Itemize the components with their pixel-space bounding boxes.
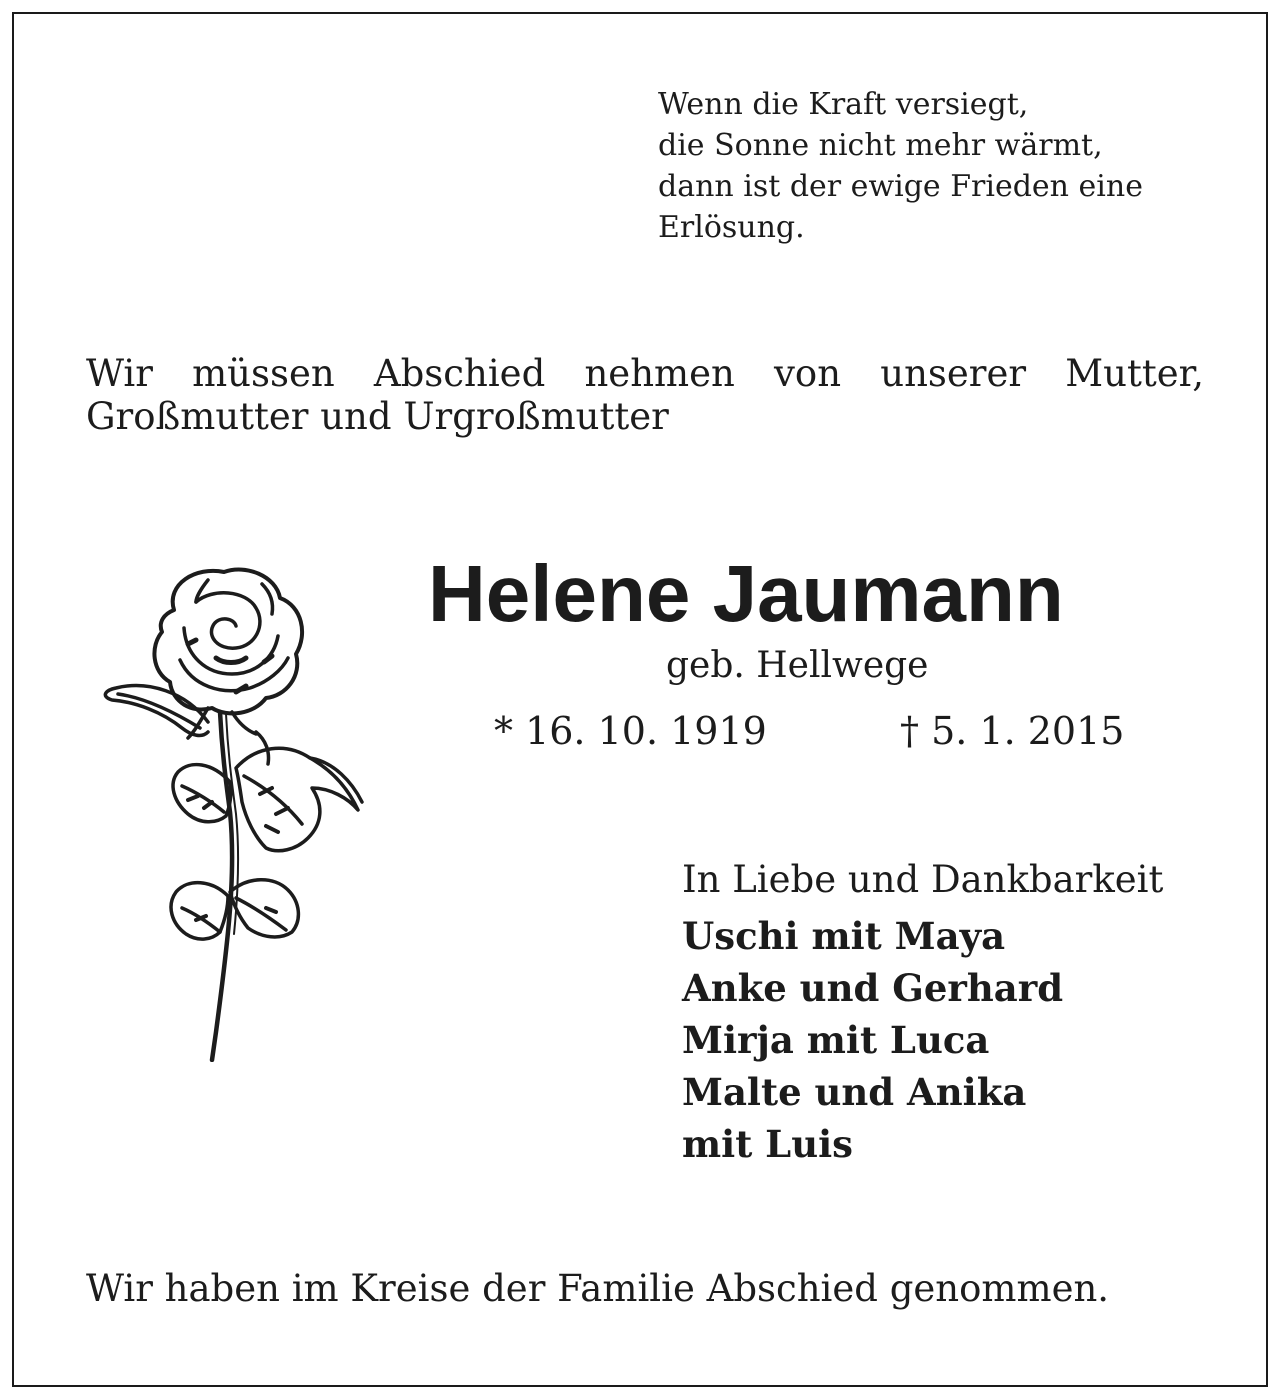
intro-word: müssen (192, 352, 335, 395)
maiden-name: geb. Hellwege (666, 645, 929, 686)
mourner-name: Malte und Anika (682, 1070, 1027, 1114)
death-date: † 5. 1. 2015 (900, 709, 1125, 753)
poem-line: Erlösung. (658, 210, 805, 245)
mourner-name: mit Luis (682, 1122, 853, 1166)
intro-word: Abschied (373, 352, 546, 395)
mourner-name: Mirja mit Luca (682, 1018, 990, 1062)
intro-word: von (774, 352, 842, 395)
poem (658, 84, 1248, 248)
mourner-name: Anke und Gerhard (682, 966, 1064, 1010)
intro-line-2: Großmutter und Urgroßmutter (86, 395, 669, 438)
obituary-notice (12, 12, 1268, 1387)
intro-text (86, 352, 1204, 438)
poem-line: Wenn die Kraft versiegt, (658, 87, 1029, 122)
footer-note: Wir haben im Kreise der Familie Abschied genommen. (86, 1267, 1110, 1310)
closing-phrase: In Liebe und Dankbarkeit (682, 858, 1164, 901)
intro-word: unserer (880, 352, 1027, 395)
poem-line: dann ist der ewige Frieden eine (658, 169, 1143, 204)
mourners-list (682, 910, 1063, 1170)
intro-word: Wir (86, 352, 153, 395)
birth-date: * 16. 10. 1919 (494, 709, 767, 753)
intro-word: nehmen (584, 352, 735, 395)
intro-line-1 (86, 352, 1204, 395)
deceased-name: Helene Jaumann (428, 549, 1064, 638)
mourner-name: Uschi mit Maya (682, 914, 1006, 958)
rose-illustration-icon (96, 562, 366, 1062)
intro-word: Mutter, (1065, 352, 1204, 395)
poem-line: die Sonne nicht mehr wärmt, (658, 128, 1103, 163)
